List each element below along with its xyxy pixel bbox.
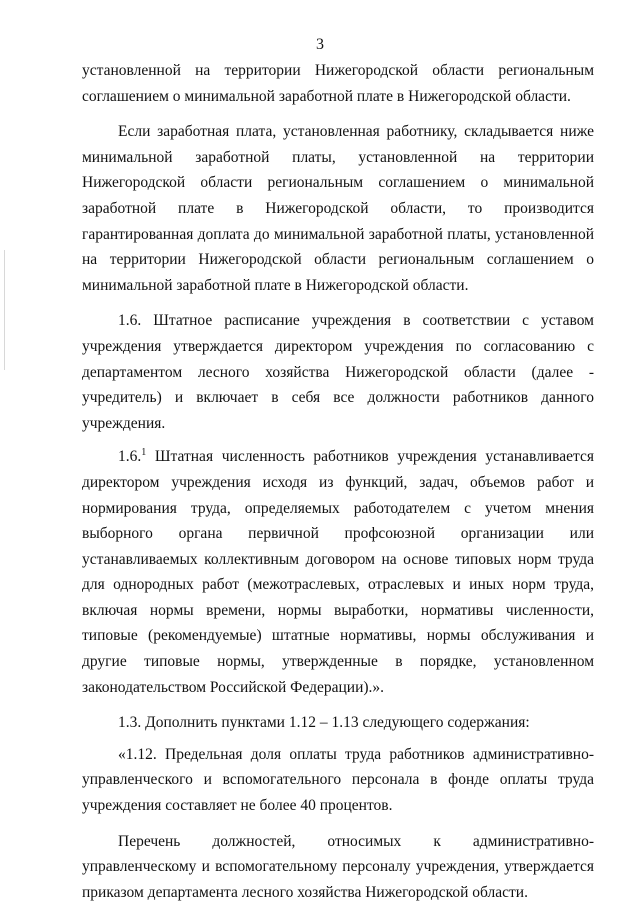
- clause-number: 1.6.: [118, 448, 142, 466]
- paragraph-7-personnel-list: Перечень должностей, относимых к административно-управленческому и вспомогательному персоналу учреждения, утверждается приказом департамента лесного хозяйства Нижегородской области.: [82, 832, 594, 901]
- paragraph-6-clause-1-12: «1.12. Предельная доля оплаты труда работников административно-управленческого и вспомогательного персонала в фонде оплаты труда учреждения составляет не более 40 процентов.: [82, 745, 594, 815]
- paragraph-3-clause-1-6: 1.6. Штатное расписание учреждения в соответствии с уставом учреждения утверждается директором учреждения по согласованию с департаментом лесного хозяйства Нижегородской области (далее - учредитель) и включает в себя все должности работников данного учреждения.: [82, 312, 594, 432]
- clause-text: Штатная численность работников учреждения устанавливается директором учреждения исходя из функций, задач, объемов работ и нормирования труда, определяемых работодателем с учетом мнения выборного органа первичной профсоюзной организации или устанавливаемых коллективным договором на основе типовых норм труда для однородных работ (межотраслевых, отраслевых и иных норм труда, включая нормы времени, нормы выработки, нормативы численности, типовые (рекомендуемые) штатные нормативы, нормы обслуживания и другие типовые нормы, утвержденные в порядке, установленном законодательством Российской Федерации).».: [82, 448, 594, 696]
- paragraph-1: установленной на территории Нижегородской области региональным соглашением о минимальной заработной плате в Нижегородской области.: [82, 62, 594, 105]
- document-body: [82, 58, 594, 905]
- paragraph-2: Если заработная плата, установленная работнику, складывается ниже минимальной заработной платы, установленной на территории Нижегородской области региональным соглашением о минимальной заработной плате в Нижегородской области, то производится гарантированная доплата до минимальной заработной платы, установленной на территории Нижегородской области региональным соглашением о минимальной заработной плате в Нижегородской области.: [82, 123, 594, 294]
- scan-edge-mark: [4, 250, 5, 370]
- page-number: 3: [316, 36, 324, 53]
- paragraph-5-amendment: 1.3. Дополнить пунктами 1.12 – 1.13 следующего содержания:: [118, 714, 530, 732]
- paragraph-4-clause-1-6-1: [82, 444, 594, 700]
- clause-superscript: 1: [141, 447, 147, 459]
